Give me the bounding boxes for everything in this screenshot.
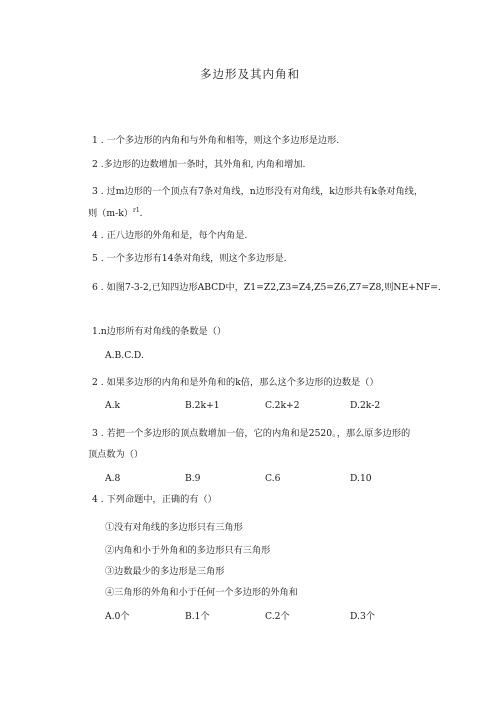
question-3-end: . — [139, 208, 143, 219]
choice-q4-option-d: D.3个 — [350, 611, 375, 622]
choice-q2-option-c: C.2k+2 — [265, 400, 300, 411]
q4-statement-4: ④三角形的外角和小于任何一个多边形的外角和 — [105, 587, 298, 598]
q4-statement-1: ①没有对角线的多边形只有三角形 — [105, 522, 243, 533]
question-3-superscript: r1 — [132, 206, 140, 214]
choice-q3-option-b: B.9 — [185, 473, 201, 484]
fill-in-question-6: 6 . 如图7-3-2,已知四边形ABCD中，Z1=Z2,Z3=Z4,Z5=Z6,Z7=Z8,则NE+NF=. — [92, 282, 441, 293]
choice-question-3-line-1: 3 . 若把一个多边形的顶点数增加一倍，它的内角和是2520。，那么原多边形的 — [92, 428, 411, 439]
choice-q4-option-c: C.2个 — [265, 611, 290, 622]
choice-q2-option-a: A.k — [105, 400, 121, 411]
choice-q2-option-d: D.2k-2 — [350, 400, 381, 411]
choice-question-1: 1.n边形所有对角线的条数是（） — [92, 326, 227, 337]
fill-in-question-3-cont — [88, 208, 143, 220]
choice-q2-option-b: B.2k+1 — [185, 400, 220, 411]
q4-statement-2: ②内角和小于外角和的多边形只有三角形 — [105, 545, 271, 556]
fill-in-question-5: 5 . 一个多边形有14条对角线，则这个多边形是. — [92, 253, 287, 264]
choice-question-2: 2 . 如果多边形的内角和是外角和的k倍，那么这个多边形的边数是（） — [92, 377, 379, 388]
choice-question-4: 4 . 下列命题中，正确的有（） — [92, 494, 217, 505]
choice-q3-option-d: D.10 — [350, 473, 372, 484]
choice-q3-option-a: A.8 — [105, 473, 121, 484]
fill-in-question-4: 4 . 正八边形的外角和是，每个内角是. — [92, 230, 248, 241]
fill-in-question-2: 2 .多边形的边数增加一条时，其外角和, 内角和增加. — [92, 159, 306, 170]
document-title: 多边形及其内角和 — [200, 67, 300, 81]
choice-q3-option-c: C.6 — [265, 473, 281, 484]
choice-q4-option-a: A.0个 — [105, 611, 130, 622]
fill-in-question-3: 3 . 过m边形的一个顶点有7条对角线，n边形没有对角线，k边形共有k条对角线， — [92, 186, 424, 197]
question-3-expression: 则（m-k） — [88, 208, 133, 219]
fill-in-question-1: 1 . 一个多边形的内角和与外角和相等，则这个多边形是边形. — [92, 135, 340, 146]
choice-q4-option-b: B.1个 — [185, 611, 210, 622]
choice-question-3-line-2: 顶点数为（） — [88, 449, 144, 460]
q4-statement-3: ③边数最少的多边形是三角形 — [105, 566, 225, 577]
choice-question-1-options: A.B.C.D. — [105, 350, 144, 361]
